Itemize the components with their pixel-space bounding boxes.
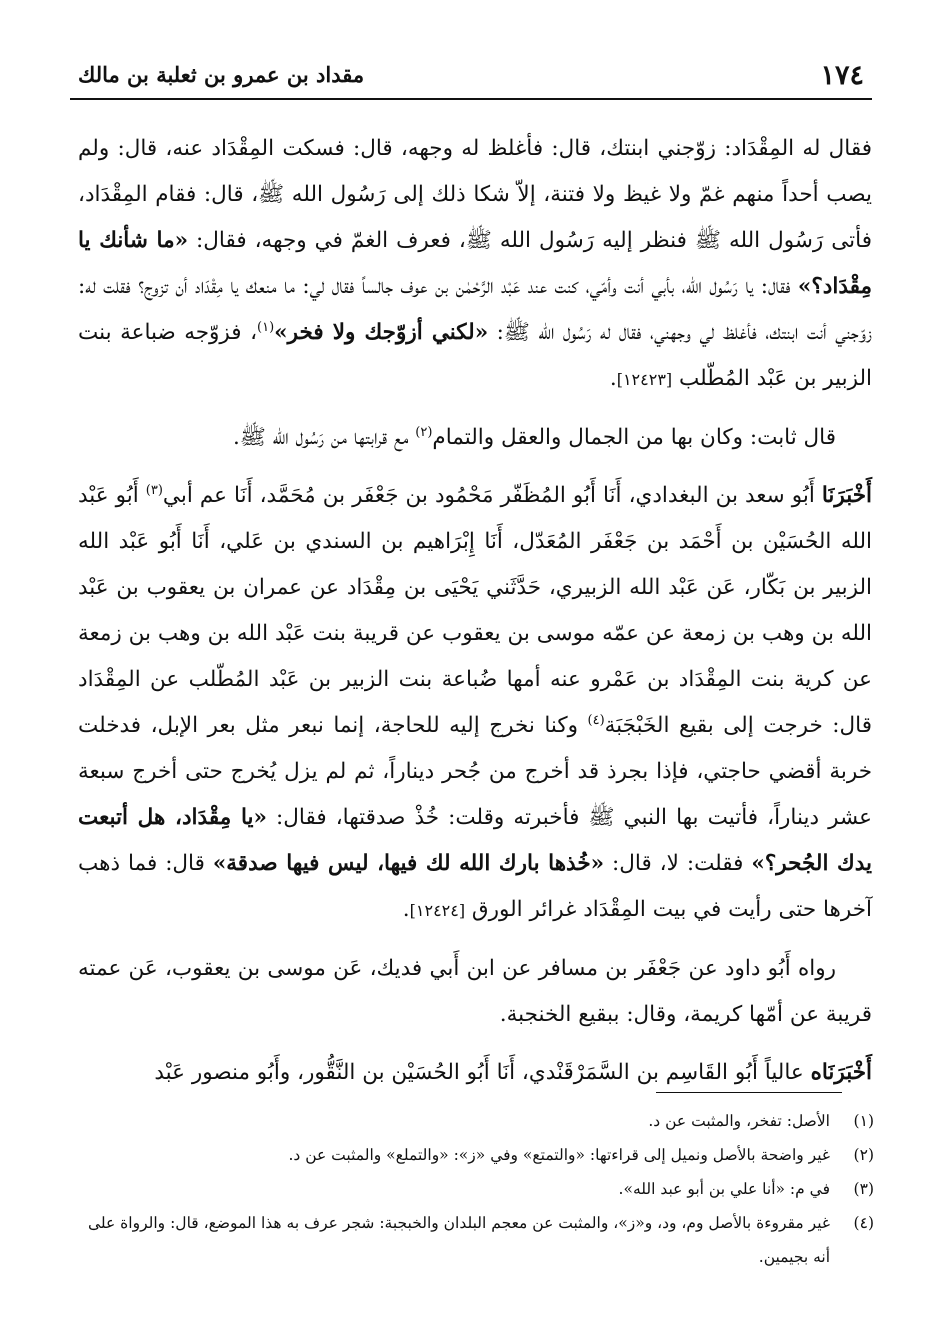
footnote-number: (٤) [853,1214,874,1232]
text-run: ، فزوّجه ضباعة بنت الزبير بن عَبْد المُطّلب [78,320,872,391]
footnote-number: (٣) [853,1180,874,1198]
body-paragraph [78,415,872,461]
text-run: فقلت: لا، قال: [604,851,752,876]
hadith-reference-number: [١٢٤٢٤] [409,901,466,920]
footnote-text: غير واضحة بالأصل ونميل إلى قراءتها: «والتمتع» وفي «ز»: «والتملع» والمثبت عن د. [288,1146,830,1164]
body-paragraph [78,126,872,403]
footnote-text: في م: «أنا علي بن أبو عبد الله». [618,1180,830,1198]
emphasized-text: «يا مِقْدَاد، هل أتبعت يدك الجُحر؟» [78,805,873,876]
footnote-marker: (٢) [415,424,433,440]
text-run: وكنا نخرج إليه للحاجة، إنما نبعر مثل بعر الإبل، فدخلت خربة أقضي حاجتي، فإذا بجرذ قد أخرج من جُحر ديناراً، ثم لم يزل يُخرج حتى أخرج سبعة عشر ديناراً، فأتيت بها النبي ﷺ فأخبرته وقلت: خُذْ صدقتها، فقال: [78,713,872,830]
body-paragraph [78,1050,872,1096]
footnote [78,1206,874,1274]
footnote-number: (٢) [853,1146,874,1164]
page-number: ١٧٤ [820,60,864,91]
text-run: فقال له المِقْدَاد: زوّجني ابنتك، قال: فأغلظ له وجهه، قال: فسكت المِقْدَاد عنه، قال: ولم يصب أحداً منهم غمّ ولا غيظ ولا فتنة، إلاّ شكا ذلك إلى رَسُول الله ﷺ، قال: فقام المِقْدَاد، فأتى رَسُول الله ﷺ فنظر إليه رَسُول الله ﷺ، فعرف الغمّ في وجهه، فقال: [78,136,872,253]
footnote-marker: (٤) [587,712,605,728]
footnote-marker: (٣) [145,482,163,498]
hadith-reference-number: [١٢٤٢٣] [616,370,673,389]
text-run: عالياً أَبُو القَاسِم بن السَّمَرْقَنْدي، أَنَا أَبُو الحُسَيْن بن النَّقُّور، وأَبُو منصور عَبْد [154,1060,811,1085]
text-run: مع قرابتها من رَسُول الله ﷺ. [233,425,416,450]
footnote-text: الأصل: تفخر، والمثبت عن د. [648,1112,830,1130]
page-header [70,58,872,100]
footnote [78,1104,874,1138]
footnote [78,1138,874,1172]
body-paragraph [78,473,872,934]
text-run: . [609,366,617,391]
footnote-number: (١) [853,1112,874,1130]
running-title: مقداد بن عمرو بن ثعلبة بن مالك [78,62,365,87]
body-paragraph [78,946,872,1038]
text-run: قال: فما ذهب آخرها حتى رأيت في بيت المِقْدَاد غرائر الورق [78,851,872,922]
footnote [78,1172,874,1206]
text-run: أَبُو سعد بن البغدادي، أَنَا أَبُو المُظَفّر مَحْمُود بن جَعْفَر بن مُحَمَّد، أَنَا عم أبي [162,483,822,508]
text-run: رواه أَبُو داود عن جَعْفَر بن مسافر عن ابن أَبي فديك، عَن موسى بن يعقوب، عَن عمته قريبة عن أمّها كريمة، وقال: ببقيع الخنجبة. [78,956,872,1027]
footnote-text: غير مقروءة بالأصل وم، ود، و«ز»، والمثبت عن معجم البلدان والخبجبة: شجر عرف به هذا الموضع، قال: والرواة على أنه بجيمين. [87,1214,830,1266]
emphasized-text: أَخْبَرَنَا [821,483,872,508]
text-run: . [402,897,410,922]
text-run: أَبُو عَبْد الله الحُسَيْن بن أَحْمَد بن جَعْفَر المُعَدّل، أَنَا إِبْرَاهيم بن السندي بن عَلي، أَنَا أَبُو عَبْد الله الزبير بن بَكّار، عَن عَبْد الله الزبيري، حَدَّثَني يَحْيَى بن مِقْدَاد عن عمران بن يعقوب بن عَبْد الله بن وهب بن زمعة عن عمّه موسى بن يعقوب عن قريبة بنت عَبْد الله بن وهب بن زمعة عن كرية بنت المِقْدَاد بن عَمْرو عنه أمها ضُباعة بنت الزبير بن عَبْد المُطّلب عن المِقْدَاد قال: خرجت إلى بقيع الخَبْجَبَة [78,483,872,738]
emphasized-text: «خُذها بارك الله لك فيها، ليس فيها صدقة» [212,851,605,876]
main-text [78,126,872,1096]
emphasized-text: «لكني أزوّجك ولا فخر» [274,320,489,345]
footnotes [78,1104,874,1274]
emphasized-text: «ما شأنك يا مِقْدَاد؟» [78,228,872,299]
text-run: قال ثابت: وكان بها من الجمال والعقل والتمام [432,425,836,450]
text-run: فقال: يا رَسُول الله، بأبي أنت وأمّي، كنت عند عَبْد الرَّحْمٰن بن عوف جالساً فقال لي: ما منعك يا مِقْدَاد أن تزوج؟ فقلت له: زوّجني أنت ابنتك، فأغلظ لي وجهني، فقال له رَسُول الله ﷺ: [78,274,873,345]
emphasized-text: أَخْبَرَنَاه [810,1060,872,1085]
footnote-divider [656,1092,842,1093]
footnote-marker: (١) [257,319,275,335]
